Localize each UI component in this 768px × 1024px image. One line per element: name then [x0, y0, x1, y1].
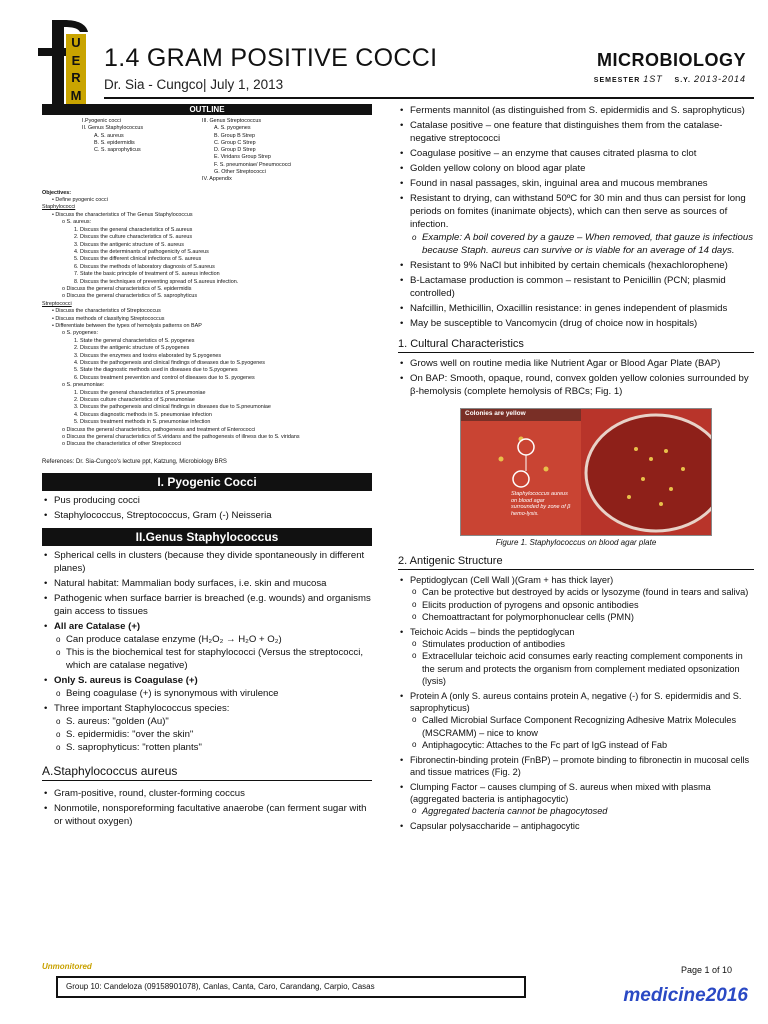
figure-caption: Figure 1. Staphylococcus on blood agar plate: [495, 538, 657, 547]
objective-item: o Discuss the general characteristics, pathogenesis and treatment of Enterococci: [62, 426, 256, 433]
semester-line: SEMESTER 1ST S.Y. 2013-2014: [593, 74, 746, 84]
objective-item: 2. Discuss the culture characteristics of S. aureus: [74, 234, 193, 241]
list-item: • Fibronectin-binding protein (FnBP) – promote binding to fibronectin in mucosal cells and tissue matrices (Fig. 2): [398, 754, 754, 779]
logo-letter: E: [71, 52, 81, 68]
outline-item: A. S. pyogenes: [214, 125, 251, 132]
list-item: • Three important Staphylococcus species: o S. aureus: "golden (Au)" o S. epidermidis: "over the skin" o S. saprophyticus: "rotten plants": [42, 702, 372, 754]
objective-item: 3. Discuss the antigenic structure of S. aureus: [74, 241, 184, 248]
outline-item: G. Other Streptococci: [214, 169, 266, 176]
outline-item: IV. Appendix: [202, 176, 232, 183]
objective-item: • Discuss the characteristics of The Genus Staphylococcus: [52, 211, 193, 218]
figure-label-hemolysis: Staphylococcus aureus on blood agar surrounded by zone of β hemo-lysis.: [511, 491, 571, 517]
figure-label-colonies: Colonies are yellow: [465, 410, 526, 417]
objectives: [42, 190, 372, 449]
sub-item: o Aggregated bacteria cannot be phagocytosed: [410, 805, 754, 817]
objective-item: 4. Discuss diagnostic methods in S. pneumoniae infection: [74, 411, 212, 418]
pyogenic-list: [42, 494, 372, 522]
objective-item: 2. Discuss culture characteristics of S.pneumoniae: [74, 397, 195, 404]
objective-item: 1. Discuss the general characteristics of S.aureus: [74, 226, 193, 233]
uerm-logo: [34, 18, 92, 110]
page-number: Page 1 of 10: [680, 965, 732, 975]
objective-item: o S. pyogenes:: [62, 330, 98, 337]
outline-item: D. Group D Strep: [214, 147, 256, 154]
objective-item: 4. Discuss the determinants of pathogenicity of S.aureus: [74, 248, 209, 255]
list-item: • Spherical cells in clusters (because they divide spontaneously in different planes): [42, 549, 372, 575]
list-item: • Nonmotile, nonsporeforming facultative anaerobe (can ferment sugar with or without oxygen): [42, 802, 372, 828]
sub-item: o Chemoattractant for polymorphonuclear cells (PMN): [410, 611, 754, 623]
list-item: • Pus producing cocci: [42, 494, 372, 507]
outline-item: B. Group B Strep: [214, 132, 256, 139]
list-item: • Found in nasal passages, skin, inguinal area and mucous membranes: [398, 177, 754, 190]
outline-item: II. Genus Staphylococcus: [82, 125, 144, 132]
section-antigenic-structure: 2. Antigenic Structure: [398, 555, 754, 570]
outline-item: B. S. epidermidis: [94, 139, 135, 146]
list-item: • May be susceptible to Vancomycin (drug of choice now in hospitals): [398, 317, 754, 330]
section-cultural-characteristics: 1. Cultural Characteristics: [398, 338, 754, 353]
list-item: • B-Lactamase production is common – resistant to Penicillin (PCN; plasmid controlled): [398, 274, 754, 300]
objective-item: 4. Discuss the pathogenesis and clinical findings of diseases due to S.pyogenes: [74, 360, 265, 367]
outline-item: A. S. aureus: [94, 132, 124, 139]
objective-item: 5. State the diagnostic methods used in diseases due to S.pyogenes: [74, 367, 238, 374]
objective-item: Streptococci: [42, 300, 72, 307]
aureus-list: [42, 787, 372, 828]
group-credits: Group 10: Candeloza (09158901078), Canlas, Canta, Caro, Carandang, Carpio, Casas: [56, 976, 526, 998]
blood-agar-image: [461, 409, 712, 536]
staph-list: [42, 549, 372, 754]
objective-item: 1. State the general characteristics of S. pyogenes: [74, 337, 195, 344]
sub-item: o Antiphagocytic: Attaches to the Fc part of IgG instead of Fab: [410, 739, 754, 751]
objective-item: o S. pneumoniae:: [62, 382, 105, 389]
list-item: • Protein A (only S. aureus contains protein A, negative (-) for S. epidermidis and S. saprophyticus) o Called Microbial Surface Component Recognizing Adhesive Matrix Molecules (MSCRAMM) – nice to know o Antiphagocytic: Attaches to the Fc part of IgG instead of Fab: [398, 690, 754, 752]
outline-item: III. Genus Streptococcus: [202, 118, 262, 124]
objective-item: 5. Discuss treatment methods in S. pneumoniae infection: [74, 419, 211, 426]
objective-item: 6. Discuss the methods of laboratory diagnosis of S.aureus: [74, 263, 215, 270]
list-item: • All are Catalase (+) o Can produce catalase enzyme (H₂O₂ → H₂O + O₂) o This is the biochemical test for staphylococci (Versus the streptococci, which are catalase negative): [42, 620, 372, 672]
list-item: • Teichoic Acids – binds the peptidoglycan o Stimulates production of antibodies o Extracellular teichoic acid consumes early reacting complement components in the serum and protects the organism from complement mediated opsonization (lysis): [398, 626, 754, 688]
objective-item: 5. Discuss the different clinical infections of S. aureus: [74, 256, 202, 263]
page-title: 1.4 GRAM POSITIVE COCCI: [104, 44, 438, 72]
sub-item: o S. aureus: "golden (Au)": [54, 715, 372, 728]
list-item: • Coagulase positive – an enzyme that causes citrated plasma to clot: [398, 147, 754, 160]
objective-item: 8. Discuss the techniques of preventing spread of S.aureus infection.: [74, 278, 239, 285]
objective-item: o S. aureus:: [62, 219, 92, 226]
objective-item: o Discuss the characteristics of other Streptococci: [62, 441, 182, 448]
list-item: • Peptidoglycan (Cell Wall )(Gram + has thick layer) o Can be protective but destroyed by acids or lysozyme (found in tears and saliva) o Elicits production of pyrogens and opsonic antibodies o Chemoattractant for polymorphonuclear cells (PMN): [398, 574, 754, 624]
sub-item: o Can be protective but destroyed by acids or lysozyme (found in tears and saliva): [410, 586, 754, 598]
sub-item: o S. epidermidis: "over the skin": [54, 728, 372, 741]
sub-item: o Being coagulase (+) is synonymous with virulence: [54, 687, 372, 700]
sub-item: o Extracellular teichoic acid consumes early reacting complement components in the serum and protects the organism from complement mediated opsonization (lysis): [410, 650, 754, 687]
list-item: • Gram-positive, round, cluster-forming coccus: [42, 787, 372, 800]
figure-blood-agar-plate: [460, 408, 712, 536]
sub-item: o Elicits production of pyrogens and opsonic antibodies: [410, 599, 754, 611]
sub-item: o Called Microbial Surface Component Recognizing Adhesive Matrix Molecules (MSCRAMM) – nice to know: [410, 714, 754, 739]
objective-item: • Discuss methods of classifying Streptococcus: [52, 315, 165, 322]
section-pyogenic-cocci: I. Pyogenic Cocci: [42, 473, 372, 491]
list-item: • Only S. aureus is Coagulase (+) o Being coagulase (+) is synonymous with virulence: [42, 674, 372, 700]
objective-item: • Discuss the characteristics of Streptococcus: [52, 308, 161, 315]
objectives-heading: Objectives:: [42, 189, 72, 196]
list-item: • Nafcillin, Methicillin, Oxacillin resistance: in genes independent of plasmids: [398, 302, 754, 315]
sub-item: o Example: A boil covered by a gauze – When removed, that gauze is infectious because Staph. aureus can survive or is viable for an average of 14 days.: [410, 231, 754, 257]
list-item: • Resistant to drying, can withstand 50ºC for 30 min and thus can persist for long periods on fomites (inanimate objects), which can then serve as sources of infection. o Example: A boil covered by a gauze – When removed, that gauze is infectious because Staph. aureus can survive or is viable for an average of 14 days.: [398, 192, 754, 257]
objective-item: 7. State the basic principle of treatment of S. aureus infection: [74, 271, 220, 278]
brand-logo: medicine2016: [623, 985, 748, 1006]
objective-item: o Discuss the general characteristics of S. saprophyticus: [62, 293, 198, 300]
header-divider: [104, 97, 754, 99]
objective-item: • Define pyogenic cocci: [52, 197, 108, 204]
course-title: MICROBIOLOGY: [597, 50, 746, 70]
antigenic-list: [398, 574, 754, 832]
list-item: • Pathogenic when surface barrier is breached (e.g. wounds) and organisms gain access to tissues: [42, 592, 372, 618]
logo-letter: M: [70, 87, 82, 103]
section-staph-aureus: A.Staphylococcus aureus: [42, 764, 372, 781]
objective-item: 3. Discuss the enzymes and toxins elaborated by S.pyogenes: [74, 352, 222, 359]
list-item: • Resistant to 9% NaCl but inhibited by certain chemicals (hexachlorophene): [398, 259, 754, 272]
objective-item: o Discuss the general characteristics of S.viridans and the pathogenesis of illness due to S. viridans: [62, 434, 300, 441]
section-genus-staphylococcus: II.Genus Staphylococcus: [42, 528, 372, 546]
sub-item: o This is the biochemical test for staphylococci (Versus the streptococci, which are catalase negative): [54, 646, 372, 672]
logo-letter: U: [71, 35, 81, 50]
list-item: • Capsular polysaccharide – antiphagocytic: [398, 820, 754, 832]
aureus-properties: [398, 104, 754, 330]
sub-item: o Stimulates production of antibodies: [410, 638, 754, 650]
objective-item: Staphylococci: [42, 204, 76, 211]
objective-item: 3. Discuss the pathogenesis and clinical findings in diseases due to S.pneumoniae: [74, 404, 271, 411]
objective-item: 1. Discuss the general characteristics of S.pneumoniae: [74, 389, 206, 396]
list-item: • Catalase positive – one feature that distinguishes them from the catalase-negative streptococci: [398, 119, 754, 145]
sub-item: o S. saprophyticus: "rotten plants": [54, 741, 372, 754]
list-item: • On BAP: Smooth, opaque, round, convex golden yellow colonies surrounded by β-hemolysis (complete hemolysis of RBCs; Fig. 1): [398, 372, 754, 398]
objective-item: 2. Discuss the antigenic structure of S.pyogenes: [74, 345, 190, 352]
sub-item: o Can produce catalase enzyme (H₂O₂ → H₂O + O₂): [54, 633, 372, 646]
left-column: [42, 104, 372, 830]
outline-header: OUTLINE: [42, 104, 372, 115]
outline-item: F. S. pneumoniae/ Pneumococci: [214, 161, 292, 168]
list-item: • Natural habitat: Mammalian body surfaces, i.e. skin and mucosa: [42, 577, 372, 590]
right-column: [398, 104, 754, 834]
objective-item: o Discuss the general characteristics of S. epidermidis: [62, 285, 192, 292]
author-date: Dr. Sia - Cungco| July 1, 2013: [104, 77, 284, 92]
footer-logo: Unmonitored: [42, 962, 92, 971]
outline: [42, 118, 372, 184]
outline-item: I.Pyogenic cocci: [82, 118, 121, 124]
outline-item: C. Group C Strep: [214, 139, 256, 146]
logo-letter: R: [71, 70, 81, 85]
outline-item: E. Viridans Group Strep: [214, 154, 271, 161]
objective-item: 6. Discuss treatment prevention and control of diseases due to S. pyogenes: [74, 374, 255, 381]
list-item: • Clumping Factor – causes clumping of S. aureus when mixed with plasma (aggregated bacteria is antiphagocytic) o Aggregated bacteria cannot be phagocytosed: [398, 781, 754, 818]
list-item: • Ferments mannitol (as distinguished from S. epidermidis and S. saprophyticus): [398, 104, 754, 117]
list-item: • Grows well on routine media like Nutrient Agar or Blood Agar Plate (BAP): [398, 357, 754, 370]
cultural-list: [398, 357, 754, 398]
references: References: Dr. Sia-Cungco's lecture ppt, Katzung, Microbiology BRS: [42, 458, 227, 465]
objective-item: • Differentiate between the types of hemolysis patterns on BAP: [52, 322, 202, 329]
outline-item: C. S. saprophyticus: [94, 147, 141, 154]
list-item: • Staphylococcus, Streptococcus, Gram (-) Neisseria: [42, 509, 372, 522]
list-item: • Golden yellow colony on blood agar plate: [398, 162, 754, 175]
